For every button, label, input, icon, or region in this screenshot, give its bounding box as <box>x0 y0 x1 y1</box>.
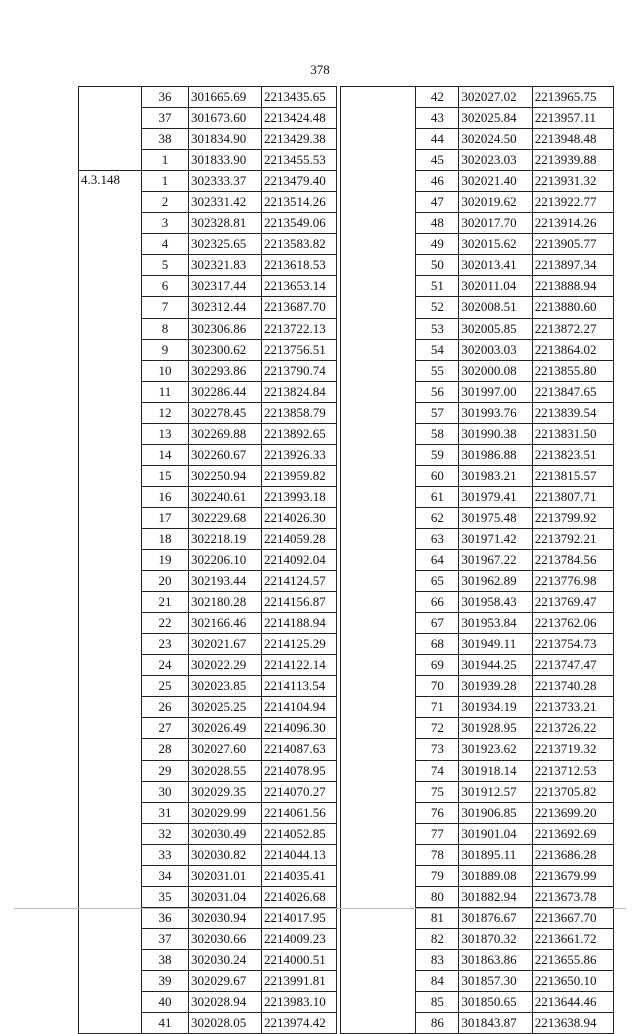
y-coordinate-cell: 2213974.42 <box>262 1013 337 1034</box>
x-coordinate-cell: 302027.02 <box>459 87 532 108</box>
point-number-cell: 44 <box>416 129 459 150</box>
point-number-cell: 24 <box>142 655 189 676</box>
y-coordinate-cell: 2213722.13 <box>262 318 337 339</box>
y-coordinate-cell: 2213824.84 <box>262 381 337 402</box>
y-coordinate-cell: 2213792.21 <box>532 528 613 549</box>
y-coordinate-cell: 2214078.95 <box>262 760 337 781</box>
point-number-cell: 57 <box>416 402 459 423</box>
x-coordinate-cell: 302206.10 <box>189 550 262 571</box>
y-coordinate-cell: 2213726.22 <box>532 718 613 739</box>
point-number-cell: 53 <box>416 318 459 339</box>
point-number-cell: 8 <box>142 318 189 339</box>
point-number-cell: 85 <box>416 992 459 1013</box>
x-coordinate-cell: 302030.24 <box>189 949 262 970</box>
point-number-cell: 75 <box>416 781 459 802</box>
x-coordinate-cell: 302218.19 <box>189 528 262 549</box>
x-coordinate-cell: 302031.04 <box>189 886 262 907</box>
point-number-cell: 48 <box>416 213 459 234</box>
y-coordinate-cell: 2213754.73 <box>532 634 613 655</box>
y-coordinate-cell: 2213514.26 <box>262 192 337 213</box>
x-coordinate-cell: 302250.94 <box>189 465 262 486</box>
x-coordinate-cell: 302028.05 <box>189 1013 262 1034</box>
x-coordinate-cell: 302021.40 <box>459 171 532 192</box>
point-number-cell: 11 <box>142 381 189 402</box>
x-coordinate-cell: 302029.35 <box>189 781 262 802</box>
x-coordinate-cell: 301876.67 <box>459 907 532 928</box>
x-coordinate-cell: 302026.49 <box>189 718 262 739</box>
y-coordinate-cell: 2214070.27 <box>262 781 337 802</box>
y-coordinate-cell: 2214125.29 <box>262 634 337 655</box>
y-coordinate-cell: 2213948.48 <box>532 129 613 150</box>
y-coordinate-cell: 2213807.71 <box>532 486 613 507</box>
coordinates-table-left <box>78 86 337 1034</box>
x-coordinate-cell: 302019.62 <box>459 192 532 213</box>
x-coordinate-cell: 302005.85 <box>459 318 532 339</box>
y-coordinate-cell: 2213638.94 <box>532 1013 613 1034</box>
point-number-cell: 20 <box>142 571 189 592</box>
x-coordinate-cell: 301901.04 <box>459 823 532 844</box>
point-number-cell: 16 <box>142 486 189 507</box>
point-number-cell: 36 <box>142 87 189 108</box>
x-coordinate-cell: 301983.21 <box>459 465 532 486</box>
x-coordinate-cell: 301934.19 <box>459 697 532 718</box>
x-coordinate-cell: 302321.83 <box>189 255 262 276</box>
x-coordinate-cell: 302031.01 <box>189 865 262 886</box>
point-number-cell: 42 <box>416 87 459 108</box>
point-number-cell: 32 <box>142 823 189 844</box>
point-number-cell: 83 <box>416 949 459 970</box>
x-coordinate-cell: 301962.89 <box>459 571 532 592</box>
x-coordinate-cell: 302312.44 <box>189 297 262 318</box>
y-coordinate-cell: 2213776.98 <box>532 571 613 592</box>
x-coordinate-cell: 301906.85 <box>459 802 532 823</box>
y-coordinate-cell: 2214026.30 <box>262 507 337 528</box>
y-coordinate-cell: 2213673.78 <box>532 886 613 907</box>
point-number-cell: 82 <box>416 928 459 949</box>
y-coordinate-cell: 2213686.28 <box>532 844 613 865</box>
point-number-cell: 50 <box>416 255 459 276</box>
y-coordinate-cell: 2214092.04 <box>262 550 337 571</box>
y-coordinate-cell: 2214156.87 <box>262 592 337 613</box>
x-coordinate-cell: 301850.65 <box>459 992 532 1013</box>
y-coordinate-cell: 2214044.13 <box>262 844 337 865</box>
x-coordinate-cell: 302023.03 <box>459 150 532 171</box>
x-coordinate-cell: 301939.28 <box>459 676 532 697</box>
y-coordinate-cell: 2213712.53 <box>532 760 613 781</box>
x-coordinate-cell: 301895.11 <box>459 844 532 865</box>
x-coordinate-cell: 301971.42 <box>459 528 532 549</box>
y-coordinate-cell: 2213644.46 <box>532 992 613 1013</box>
x-coordinate-cell: 301967.22 <box>459 550 532 571</box>
table-body-right <box>341 87 614 1034</box>
x-coordinate-cell: 302030.94 <box>189 907 262 928</box>
y-coordinate-cell: 2213991.81 <box>262 970 337 991</box>
x-coordinate-cell: 302013.41 <box>459 255 532 276</box>
x-coordinate-cell: 302025.25 <box>189 697 262 718</box>
x-coordinate-cell: 302306.86 <box>189 318 262 339</box>
x-coordinate-cell: 302030.66 <box>189 928 262 949</box>
point-number-cell: 62 <box>416 507 459 528</box>
point-number-cell: 66 <box>416 592 459 613</box>
y-coordinate-cell: 2214009.23 <box>262 928 337 949</box>
x-coordinate-cell: 302011.04 <box>459 276 532 297</box>
point-number-cell: 56 <box>416 381 459 402</box>
point-number-cell: 77 <box>416 823 459 844</box>
x-coordinate-cell: 302180.28 <box>189 592 262 613</box>
y-coordinate-cell: 2213733.21 <box>532 697 613 718</box>
y-coordinate-cell: 2213719.32 <box>532 739 613 760</box>
point-number-cell: 36 <box>142 907 189 928</box>
y-coordinate-cell: 2213864.02 <box>532 339 613 360</box>
point-number-cell: 45 <box>416 150 459 171</box>
table-row <box>341 87 614 108</box>
y-coordinate-cell: 2213424.48 <box>262 108 337 129</box>
y-coordinate-cell: 2214052.85 <box>262 823 337 844</box>
y-coordinate-cell: 2214000.51 <box>262 949 337 970</box>
point-number-cell: 60 <box>416 465 459 486</box>
point-number-cell: 22 <box>142 613 189 634</box>
point-number-cell: 40 <box>142 992 189 1013</box>
x-coordinate-cell: 302024.50 <box>459 129 532 150</box>
x-coordinate-cell: 301889.08 <box>459 865 532 886</box>
y-coordinate-cell: 2213888.94 <box>532 276 613 297</box>
point-number-cell: 61 <box>416 486 459 507</box>
point-number-cell: 4 <box>142 234 189 255</box>
x-coordinate-cell: 301953.84 <box>459 613 532 634</box>
point-number-cell: 74 <box>416 760 459 781</box>
point-number-cell: 41 <box>142 1013 189 1034</box>
x-coordinate-cell: 302017.70 <box>459 213 532 234</box>
x-coordinate-cell: 302229.68 <box>189 507 262 528</box>
y-coordinate-cell: 2213905.77 <box>532 234 613 255</box>
point-number-cell: 70 <box>416 676 459 697</box>
point-number-cell: 7 <box>142 297 189 318</box>
y-coordinate-cell: 2213957.11 <box>532 108 613 129</box>
x-coordinate-cell: 301975.48 <box>459 507 532 528</box>
y-coordinate-cell: 2213858.79 <box>262 402 337 423</box>
point-number-cell: 49 <box>416 234 459 255</box>
page-bottom-divider <box>14 908 626 909</box>
y-coordinate-cell: 2213429.38 <box>262 129 337 150</box>
point-number-cell: 23 <box>142 634 189 655</box>
x-coordinate-cell: 301843.87 <box>459 1013 532 1034</box>
y-coordinate-cell: 2213965.75 <box>532 87 613 108</box>
x-coordinate-cell: 301990.38 <box>459 423 532 444</box>
x-coordinate-cell: 302029.99 <box>189 802 262 823</box>
x-coordinate-cell: 301923.62 <box>459 739 532 760</box>
y-coordinate-cell: 2213983.10 <box>262 992 337 1013</box>
x-coordinate-cell: 301912.57 <box>459 781 532 802</box>
point-number-cell: 43 <box>416 108 459 129</box>
y-coordinate-cell: 2213618.53 <box>262 255 337 276</box>
point-number-cell: 25 <box>142 676 189 697</box>
x-coordinate-cell: 301863.86 <box>459 949 532 970</box>
x-coordinate-cell: 302028.55 <box>189 760 262 781</box>
y-coordinate-cell: 2213705.82 <box>532 781 613 802</box>
x-coordinate-cell: 302021.67 <box>189 634 262 655</box>
point-number-cell: 72 <box>416 718 459 739</box>
y-coordinate-cell: 2213756.51 <box>262 339 337 360</box>
y-coordinate-cell: 2213762.06 <box>532 613 613 634</box>
x-coordinate-cell: 302331.42 <box>189 192 262 213</box>
point-number-cell: 17 <box>142 507 189 528</box>
y-coordinate-cell: 2213661.72 <box>532 928 613 949</box>
x-coordinate-cell: 302030.82 <box>189 844 262 865</box>
point-number-cell: 65 <box>416 571 459 592</box>
y-coordinate-cell: 2213922.77 <box>532 192 613 213</box>
point-number-cell: 68 <box>416 634 459 655</box>
x-coordinate-cell: 301673.60 <box>189 108 262 129</box>
y-coordinate-cell: 2214087.63 <box>262 739 337 760</box>
point-number-cell: 39 <box>142 970 189 991</box>
point-number-cell: 76 <box>416 802 459 823</box>
x-coordinate-cell: 302328.81 <box>189 213 262 234</box>
point-number-cell: 54 <box>416 339 459 360</box>
point-number-cell: 55 <box>416 360 459 381</box>
point-number-cell: 79 <box>416 865 459 886</box>
y-coordinate-cell: 2213667.70 <box>532 907 613 928</box>
y-coordinate-cell: 2213926.33 <box>262 444 337 465</box>
point-number-cell: 86 <box>416 1013 459 1034</box>
point-number-cell: 9 <box>142 339 189 360</box>
y-coordinate-cell: 2213769.47 <box>532 592 613 613</box>
point-number-cell: 59 <box>416 444 459 465</box>
point-number-cell: 78 <box>416 844 459 865</box>
point-number-cell: 47 <box>416 192 459 213</box>
x-coordinate-cell: 301882.94 <box>459 886 532 907</box>
y-coordinate-cell: 2213880.60 <box>532 297 613 318</box>
point-number-cell: 84 <box>416 970 459 991</box>
x-coordinate-cell: 302023.85 <box>189 676 262 697</box>
y-coordinate-cell: 2213855.80 <box>532 360 613 381</box>
point-number-cell: 1 <box>142 150 189 171</box>
point-number-cell: 31 <box>142 802 189 823</box>
x-coordinate-cell: 301997.00 <box>459 381 532 402</box>
point-number-cell: 15 <box>142 465 189 486</box>
point-number-cell: 80 <box>416 886 459 907</box>
y-coordinate-cell: 2214026.68 <box>262 886 337 907</box>
point-number-cell: 29 <box>142 760 189 781</box>
point-number-cell: 19 <box>142 550 189 571</box>
point-number-cell: 34 <box>142 865 189 886</box>
y-coordinate-cell: 2214124.57 <box>262 571 337 592</box>
x-coordinate-cell: 301993.76 <box>459 402 532 423</box>
point-number-cell: 14 <box>142 444 189 465</box>
x-coordinate-cell: 302030.49 <box>189 823 262 844</box>
y-coordinate-cell: 2213872.27 <box>532 318 613 339</box>
y-coordinate-cell: 2213650.10 <box>532 970 613 991</box>
point-number-cell: 69 <box>416 655 459 676</box>
section-cell <box>79 87 142 171</box>
y-coordinate-cell: 2213815.57 <box>532 465 613 486</box>
y-coordinate-cell: 2213892.65 <box>262 423 337 444</box>
y-coordinate-cell: 2213549.06 <box>262 213 337 234</box>
y-coordinate-cell: 2214017.95 <box>262 907 337 928</box>
point-number-cell: 51 <box>416 276 459 297</box>
y-coordinate-cell: 2213784.56 <box>532 550 613 571</box>
y-coordinate-cell: 2214096.30 <box>262 718 337 739</box>
point-number-cell: 38 <box>142 949 189 970</box>
y-coordinate-cell: 2214113.54 <box>262 676 337 697</box>
point-number-cell: 6 <box>142 276 189 297</box>
x-coordinate-cell: 302193.44 <box>189 571 262 592</box>
point-number-cell: 64 <box>416 550 459 571</box>
y-coordinate-cell: 2213655.86 <box>532 949 613 970</box>
y-coordinate-cell: 2213692.69 <box>532 823 613 844</box>
point-number-cell: 52 <box>416 297 459 318</box>
x-coordinate-cell: 301958.43 <box>459 592 532 613</box>
x-coordinate-cell: 302025.84 <box>459 108 532 129</box>
x-coordinate-cell: 301928.95 <box>459 718 532 739</box>
x-coordinate-cell: 302000.08 <box>459 360 532 381</box>
x-coordinate-cell: 302300.62 <box>189 339 262 360</box>
x-coordinate-cell: 302325.65 <box>189 234 262 255</box>
x-coordinate-cell: 302027.60 <box>189 739 262 760</box>
point-number-cell: 2 <box>142 192 189 213</box>
y-coordinate-cell: 2213790.74 <box>262 360 337 381</box>
y-coordinate-cell: 2213931.32 <box>532 171 613 192</box>
point-number-cell: 73 <box>416 739 459 760</box>
point-number-cell: 28 <box>142 739 189 760</box>
x-coordinate-cell: 301665.69 <box>189 87 262 108</box>
y-coordinate-cell: 2213455.53 <box>262 150 337 171</box>
y-coordinate-cell: 2214122.14 <box>262 655 337 676</box>
y-coordinate-cell: 2213679.99 <box>532 865 613 886</box>
y-coordinate-cell: 2213435.65 <box>262 87 337 108</box>
x-coordinate-cell: 302015.62 <box>459 234 532 255</box>
x-coordinate-cell: 301857.30 <box>459 970 532 991</box>
point-number-cell: 63 <box>416 528 459 549</box>
x-coordinate-cell: 302269.88 <box>189 423 262 444</box>
y-coordinate-cell: 2213747.47 <box>532 655 613 676</box>
y-coordinate-cell: 2213583.82 <box>262 234 337 255</box>
x-coordinate-cell: 301870.32 <box>459 928 532 949</box>
point-number-cell: 27 <box>142 718 189 739</box>
y-coordinate-cell: 2214188.94 <box>262 613 337 634</box>
table-row <box>79 87 337 108</box>
page-number: 378 <box>310 62 330 77</box>
section-cell: 4.3.148 <box>79 171 142 1034</box>
y-coordinate-cell: 2213939.88 <box>532 150 613 171</box>
y-coordinate-cell: 2213993.18 <box>262 486 337 507</box>
y-coordinate-cell: 2213897.34 <box>532 255 613 276</box>
y-coordinate-cell: 2213687.70 <box>262 297 337 318</box>
x-coordinate-cell: 301979.41 <box>459 486 532 507</box>
point-number-cell: 38 <box>142 129 189 150</box>
x-coordinate-cell: 302022.29 <box>189 655 262 676</box>
x-coordinate-cell: 302003.03 <box>459 339 532 360</box>
y-coordinate-cell: 2213653.14 <box>262 276 337 297</box>
x-coordinate-cell: 301949.11 <box>459 634 532 655</box>
y-coordinate-cell: 2213699.20 <box>532 802 613 823</box>
y-coordinate-cell: 2213799.92 <box>532 507 613 528</box>
x-coordinate-cell: 302278.45 <box>189 402 262 423</box>
x-coordinate-cell: 302293.86 <box>189 360 262 381</box>
y-coordinate-cell: 2213740.28 <box>532 676 613 697</box>
x-coordinate-cell: 302029.67 <box>189 970 262 991</box>
y-coordinate-cell: 2213479.40 <box>262 171 337 192</box>
x-coordinate-cell: 302260.67 <box>189 444 262 465</box>
point-number-cell: 1 <box>142 171 189 192</box>
y-coordinate-cell: 2214061.56 <box>262 802 337 823</box>
y-coordinate-cell: 2213839.54 <box>532 402 613 423</box>
point-number-cell: 26 <box>142 697 189 718</box>
point-number-cell: 13 <box>142 423 189 444</box>
point-number-cell: 10 <box>142 360 189 381</box>
x-coordinate-cell: 302028.94 <box>189 992 262 1013</box>
point-number-cell: 3 <box>142 213 189 234</box>
x-coordinate-cell: 302008.51 <box>459 297 532 318</box>
x-coordinate-cell: 302286.44 <box>189 381 262 402</box>
point-number-cell: 81 <box>416 907 459 928</box>
y-coordinate-cell: 2214035.41 <box>262 865 337 886</box>
x-coordinate-cell: 301833.90 <box>189 150 262 171</box>
y-coordinate-cell: 2213847.65 <box>532 381 613 402</box>
x-coordinate-cell: 301986.88 <box>459 444 532 465</box>
point-number-cell: 46 <box>416 171 459 192</box>
y-coordinate-cell: 2214059.28 <box>262 528 337 549</box>
point-number-cell: 30 <box>142 781 189 802</box>
x-coordinate-cell: 302333.37 <box>189 171 262 192</box>
point-number-cell: 33 <box>142 844 189 865</box>
y-coordinate-cell: 2213959.82 <box>262 465 337 486</box>
x-coordinate-cell: 301834.90 <box>189 129 262 150</box>
point-number-cell: 18 <box>142 528 189 549</box>
x-coordinate-cell: 302317.44 <box>189 276 262 297</box>
point-number-cell: 58 <box>416 423 459 444</box>
point-number-cell: 5 <box>142 255 189 276</box>
table-body-left <box>79 87 337 1034</box>
point-number-cell: 35 <box>142 886 189 907</box>
y-coordinate-cell: 2213823.51 <box>532 444 613 465</box>
table-row <box>79 171 337 192</box>
x-coordinate-cell: 302166.46 <box>189 613 262 634</box>
point-number-cell: 37 <box>142 928 189 949</box>
section-cell <box>341 87 416 1034</box>
y-coordinate-cell: 2213914.26 <box>532 213 613 234</box>
x-coordinate-cell: 301918.14 <box>459 760 532 781</box>
point-number-cell: 71 <box>416 697 459 718</box>
point-number-cell: 12 <box>142 402 189 423</box>
point-number-cell: 67 <box>416 613 459 634</box>
y-coordinate-cell: 2214104.94 <box>262 697 337 718</box>
point-number-cell: 21 <box>142 592 189 613</box>
coordinates-table-right <box>340 86 614 1034</box>
y-coordinate-cell: 2213831.50 <box>532 423 613 444</box>
x-coordinate-cell: 301944.25 <box>459 655 532 676</box>
point-number-cell: 37 <box>142 108 189 129</box>
x-coordinate-cell: 302240.61 <box>189 486 262 507</box>
